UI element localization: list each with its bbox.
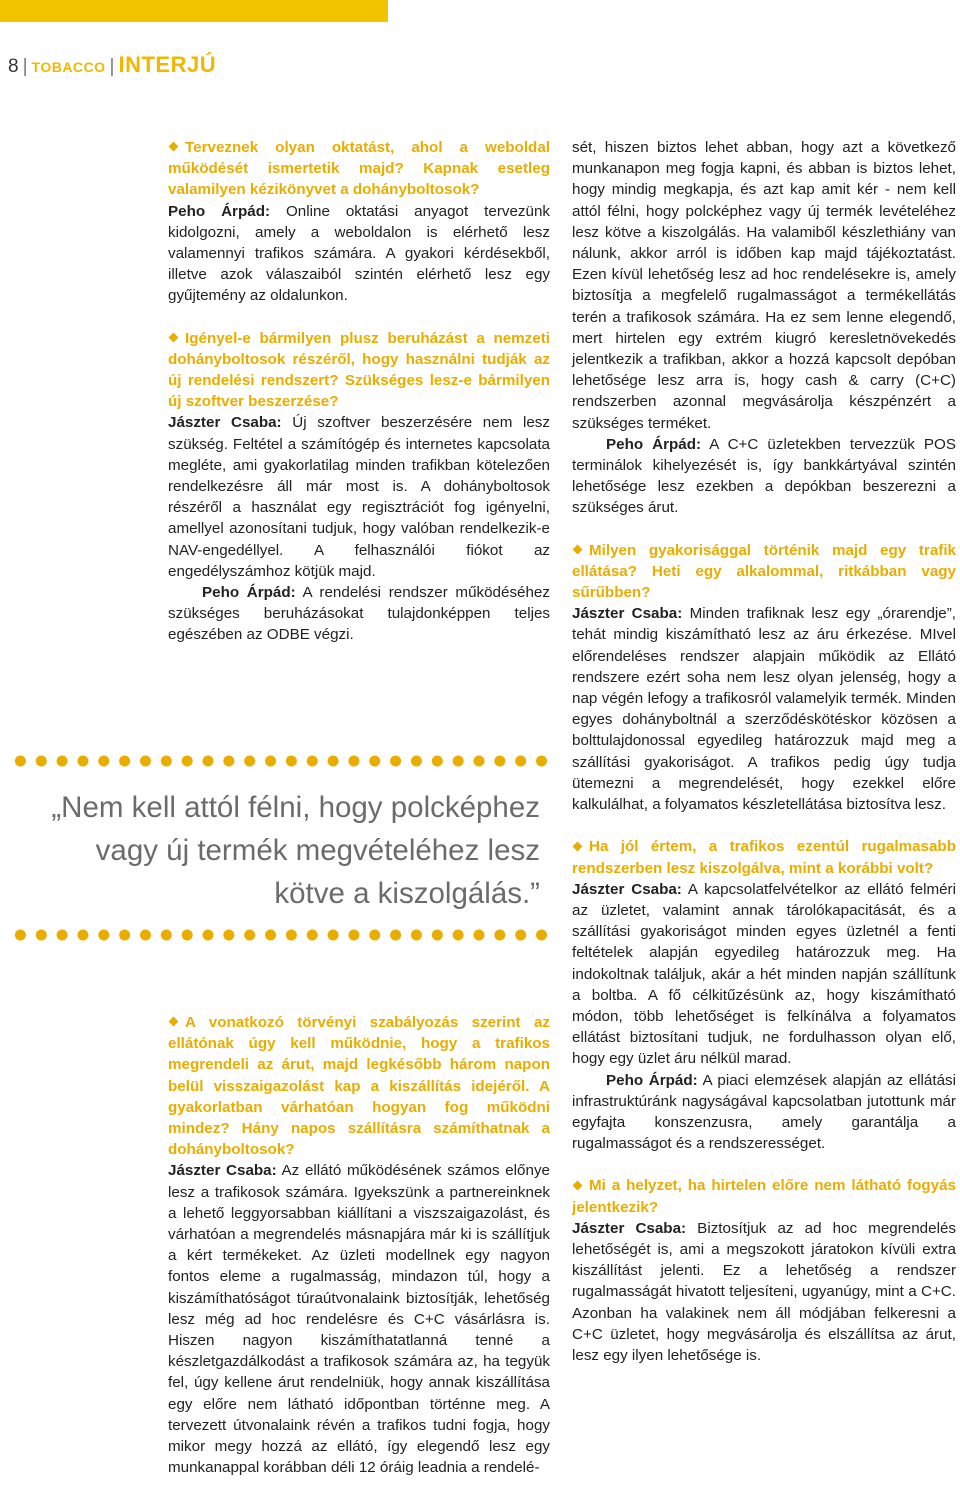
interview-question <box>572 1175 956 1217</box>
page-header <box>8 52 216 78</box>
paragraph-gap <box>572 815 956 836</box>
speaker-name: Peho Árpád: <box>606 435 702 453</box>
paragraph-gap <box>168 307 550 328</box>
question-text: Terveznek olyan oktatást, ahol a weboldal működését ismertetik majd? Kapnak esetleg valamilyen kézikönyvet a dohányboltosok? <box>168 139 550 199</box>
question-text: A vonatkozó törvényi szabályozás szerint az ellátónak úgy kell működnie, hogy a trafikos megrendeli az árut, majd legkésőbb három napon belül visszaigazolást kap a kiszállítás idejéről. A gyakorlatban várhatóan hogyan fog működni mindez? Hány napos szállításra számíthatnak a dohányboltosok? <box>168 1014 550 1159</box>
pull-quote-line: vagy új termék megvételéhez lesz <box>95 834 540 867</box>
header-separator: | <box>22 56 28 77</box>
interview-answer <box>168 412 550 582</box>
column-left-bottom <box>168 1012 550 1478</box>
interview-question <box>572 540 956 604</box>
speaker-name: Jászter Csaba: <box>168 414 282 432</box>
answer-text: Új szoftver beszerzésére nem lesz szükség. Feltétel a számítógép és internetes kapcsolata megléte, ami gyakorlatilag minden trafikban kötelezően rendelkezésre áll már most is. A dohányboltosok részéről a használat egy regisztrációt fog igényelni, amellyel azonosítani tudjuk, hogy valóban rendelkezik-e NAV-engedéllyel. A felhasználói fiókot az engedélyszámhoz kötjük majd. <box>168 414 550 580</box>
answer-text: A kapcsolatfelvételkor az ellátó felméri az üzletet, valamint annak tárolókapacitását, és a szállítási gyakoriságot minden egyes üzletnél a fenti feltételek alapján egyedileg határozzuk meg. Ha indokoltnak találjuk, akár a hét minden napján szállítunk a boltba. A fő célkitűzésünk az, hogy kiszámítható módon, több lehetőséget is felkínálva a folyamatos ellátást biztosítani tudjuk, ne fordulhasson olyan elő, hogy egy üzlet áru nélkül marad. <box>572 880 956 1068</box>
column-left-top <box>168 137 550 646</box>
header-accent-bar <box>0 0 388 22</box>
answer-text: sét, hiszen biztos lehet abban, hogy azt a következő munkanapon meg fogja kapni, és abban is biztos lehet, hogy mindig megkapja, és azt kap amit kér - nem kell attól félni, hogy polcképhez vagy új termék levételéhez lesz kötve a kiszolgálás. Ha valamiből készlethiány van nálunk, akkor arról is időben kap majd tájékoztatást. Ezen kívül lehetőség lesz ad hoc rendelésekre is, amely biztosítja a megfelelő rugalmasságot a termékellátás terén a trafikosok számára. Ha ez sem lenne elegendő, mert hirtelen egy extrém kiugró keresletnövekedés jelentkezik a trafikban, akkor a hozzá kapcsolt depóban lehetősége lesz arra is, hogy cash & carry (C+C) rendszerben azonnal megvásárolja készpénzért a szükséges terméket. <box>572 139 956 432</box>
interview-answer <box>572 1218 956 1366</box>
diamond-bullet-icon <box>573 1180 583 1190</box>
paragraph-gap <box>572 519 956 540</box>
diamond-bullet-icon <box>573 841 583 851</box>
paragraph-gap <box>572 1154 956 1175</box>
answer-text: Minden trafiknak lesz egy „órarendje”, tehát mindig kiszámítható lesz az áru érkezése. MIvel előrendeléses rendszer alapjain működik az Ellátó rendszere ezért soha nem lesz olyan jelenség, hogy a nap végén lefogy a trafikosról valamelyik termék. Minden egyes dohányboltnál a szerződéskötéskor közösen a bolttulajdonossal egyedileg határozzuk majd meg a szállítási gyakoriságot. A trafikos pedig úgy tudja ütemezni a megrendelését, hogy ezekkel előre kalkulálhat, a folyamatos készletellátása biztosítva lesz. <box>572 605 956 814</box>
dotted-divider-top <box>10 754 552 768</box>
answer-text: A piaci elemzések alapján az ellátási infrastruktúránk nagyságával kapcsolatban jutottunk már egyfajta konszenzusra, amely garantálja a rugalmasságot és a rendszerességet. <box>572 1071 956 1153</box>
speaker-name: Peho Árpád: <box>606 1071 698 1089</box>
interview-answer <box>572 603 956 815</box>
column-right <box>572 137 956 1366</box>
interview-question <box>168 1012 550 1160</box>
magazine-name: TOBACCO <box>31 59 106 75</box>
header-separator: | <box>109 56 115 77</box>
section-title: INTERJÚ <box>118 52 217 77</box>
interview-question <box>168 328 550 413</box>
question-text: Igényel-e bármilyen plusz beruházást a nemzeti dohányboltosok részéről, hogy használni tudják az új rendelési rendszert? Szükséges lesz-e bármilyen új szoftver beszerzése? <box>168 329 550 411</box>
interview-question <box>168 137 550 201</box>
diamond-bullet-icon <box>169 1017 179 1027</box>
page-number: 8 <box>8 56 19 77</box>
diamond-bullet-icon <box>573 545 583 555</box>
answer-text: Online oktatási anyagot tervezünk kidolgozni, amely a weboldalon is elérhető lesz valamennyi trafikos számára. A gyakori kérdésekből, illetve azok válaszaiból szintén elérhető lesz egy gyűjtemény az oldalunkon. <box>168 202 550 305</box>
dotted-divider-bottom <box>10 928 552 942</box>
interview-question <box>572 836 956 878</box>
pull-quote-line: kötve a kiszolgálás.” <box>274 877 540 910</box>
speaker-name: Jászter Csaba: <box>572 605 683 623</box>
answer-text: A C+C üzletekben tervezzük POS terminálok kihelyezését is, így bankkártyával szintén lehetősége lesz ezekben a depókban beszerezni a szükséges árut. <box>572 435 956 517</box>
answer-text: A rendelési rendszer működéséhez szükséges beruházásokat tulajdonképpen teljes egészében az ODBE végzi. <box>168 584 550 644</box>
answer-text: Az ellátó működésének számos előnye lesz a trafikosok számára. Igyekszünk a partnereinknek a lehető leggyorsabban kiállítani a viszszaigazolást, és várhatóan a megrendelés másnapjára már ki is szállítjuk a kért termékeket. Az üzleti modellnek egy nagyon fontos eleme a rugalmasság, mindazon túl, hogy a kiszámíthatóságot túraútvonalaink biztosítják, lehetőség lesz még ad hoc rendelésre és C+C vásárlásra is. Hiszen nagyon kiszámíthatatlanná tenné a készletgazdálkodást a trafikosok számára az, ha tegyük fel, úgy kellene árut rendelniük, hogy annak kiszállítása egy előre nem látható időpontban történne meg. A tervezett útvonalaink révén a trafikos tudni fogja, hogy mikor megy hozzá az ellátó, így elegendő lesz egy munkanappal korábban déli 12 óráig leadnia a rendelé- <box>168 1162 550 1477</box>
pull-quote-block <box>0 750 560 945</box>
answer-text: Biztosítjuk az ad hoc megrendelés lehetőségét is, ami a megszokott járatokon kívüli extra kiszállítást jelenti. Ez a lehetőség a rendszer rugalmasságát hivatott teljesíteni, ugyanúgy, mint a C+C. Azonban ha valakinek nem áll módjában felkeresni a C+C üzletet, hogy megvásárolja és elszállítsa az árut, lesz egy ilyen lehetősége is. <box>572 1219 956 1364</box>
interview-answer <box>168 1160 550 1478</box>
question-text: Mi a helyzet, ha hirtelen előre nem látható fogyás jelentkezik? <box>572 1177 956 1216</box>
pull-quote <box>0 786 540 915</box>
diamond-bullet-icon <box>169 333 179 343</box>
interview-answer <box>168 201 550 307</box>
interview-answer <box>572 1070 956 1155</box>
diamond-bullet-icon <box>169 142 179 152</box>
interview-answer <box>572 137 956 434</box>
question-text: Milyen gyakorisággal történik majd egy trafik ellátása? Heti egy alkalommal, ritkábban vagy sűrűbben? <box>572 541 956 602</box>
pull-quote-line: „Nem kell attól félni, hogy polcképhez <box>51 791 540 824</box>
speaker-name: Peho Árpád: <box>202 584 296 602</box>
interview-answer <box>572 879 956 1070</box>
speaker-name: Jászter Csaba: <box>572 880 682 898</box>
interview-answer <box>168 582 550 646</box>
question-text: Ha jól értem, a trafikos ezentúl rugalmasabb rendszerben lesz kiszolgálva, mint a korábbi volt? <box>572 838 956 877</box>
speaker-name: Peho Árpád: <box>168 202 271 220</box>
interview-answer <box>572 434 956 519</box>
speaker-name: Jászter Csaba: <box>572 1219 687 1237</box>
speaker-name: Jászter Csaba: <box>168 1162 277 1180</box>
